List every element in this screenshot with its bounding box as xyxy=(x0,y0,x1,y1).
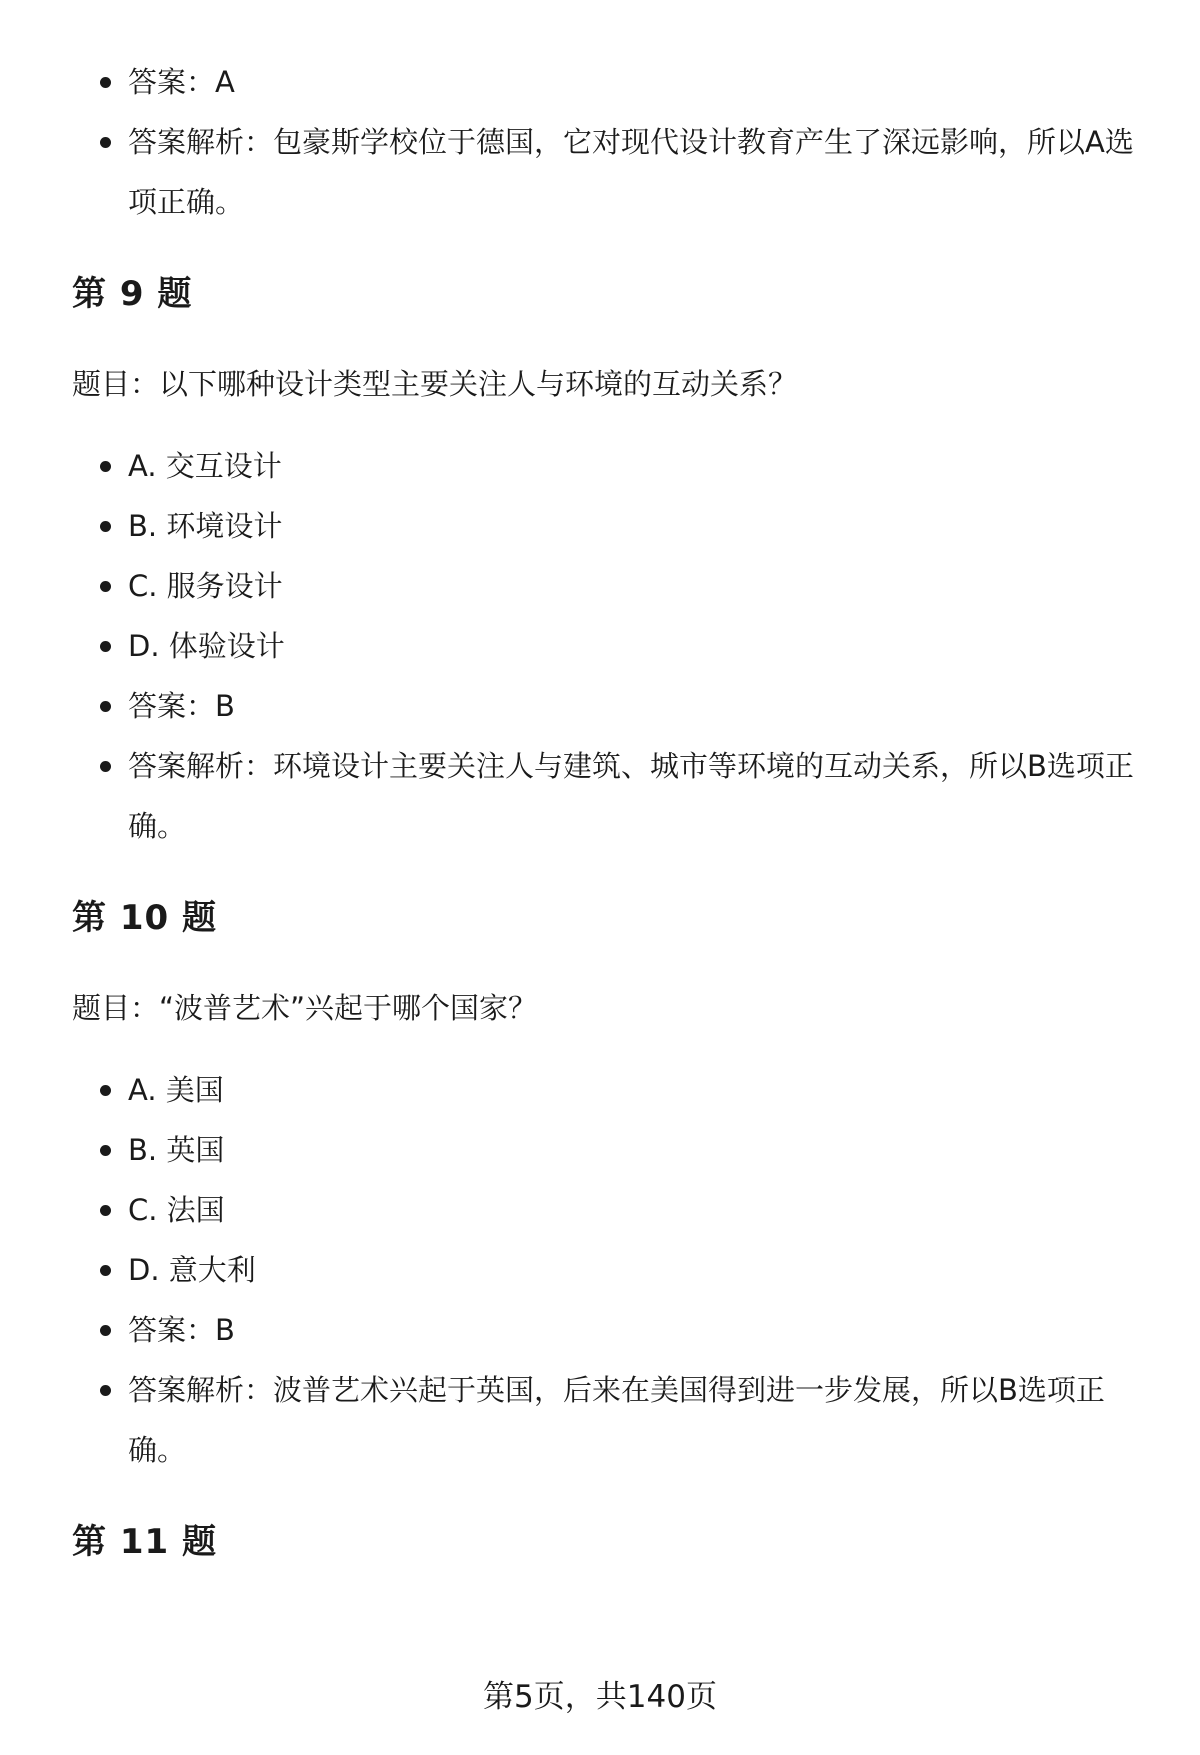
option-b: B. 环境设计 xyxy=(72,496,1142,556)
page-content xyxy=(72,52,1142,1564)
explanation-line: 答案解析：环境设计主要关注人与建筑、城市等环境的互动关系，所以B选项正确。 xyxy=(72,736,1142,856)
explanation-line: 答案解析：包豪斯学校位于德国，它对现代设计教育产生了深远影响，所以A选项正确。 xyxy=(72,112,1142,232)
answer-line: 答案：A xyxy=(72,52,1142,112)
page-footer: 第5页，共140页 xyxy=(483,1679,717,1715)
option-a: A. 交互设计 xyxy=(72,436,1142,496)
option-c: C. 法国 xyxy=(72,1180,1142,1240)
question-options-list xyxy=(72,436,1142,856)
question-stem: 题目：“波普艺术”兴起于哪个国家？ xyxy=(72,991,538,1025)
option-a: A. 美国 xyxy=(72,1060,1142,1120)
option-c: C. 服务设计 xyxy=(72,556,1142,616)
question-options-list xyxy=(72,1060,1142,1480)
answer-line: 答案：B xyxy=(72,1300,1142,1360)
answer-line: 答案：B xyxy=(72,676,1142,736)
question-heading: 第 10 题 xyxy=(72,898,217,938)
question-heading: 第 11 题 xyxy=(72,1522,217,1562)
option-b: B. 英国 xyxy=(72,1120,1142,1180)
question-stem: 题目：以下哪种设计类型主要关注人与环境的互动关系？ xyxy=(72,367,798,401)
option-d: D. 意大利 xyxy=(72,1240,1142,1300)
explanation-line: 答案解析：波普艺术兴起于英国，后来在美国得到进一步发展，所以B选项正确。 xyxy=(72,1360,1142,1480)
question-heading: 第 9 题 xyxy=(72,274,193,314)
option-d: D. 体验设计 xyxy=(72,616,1142,676)
q8-carryover-list xyxy=(72,52,1142,232)
